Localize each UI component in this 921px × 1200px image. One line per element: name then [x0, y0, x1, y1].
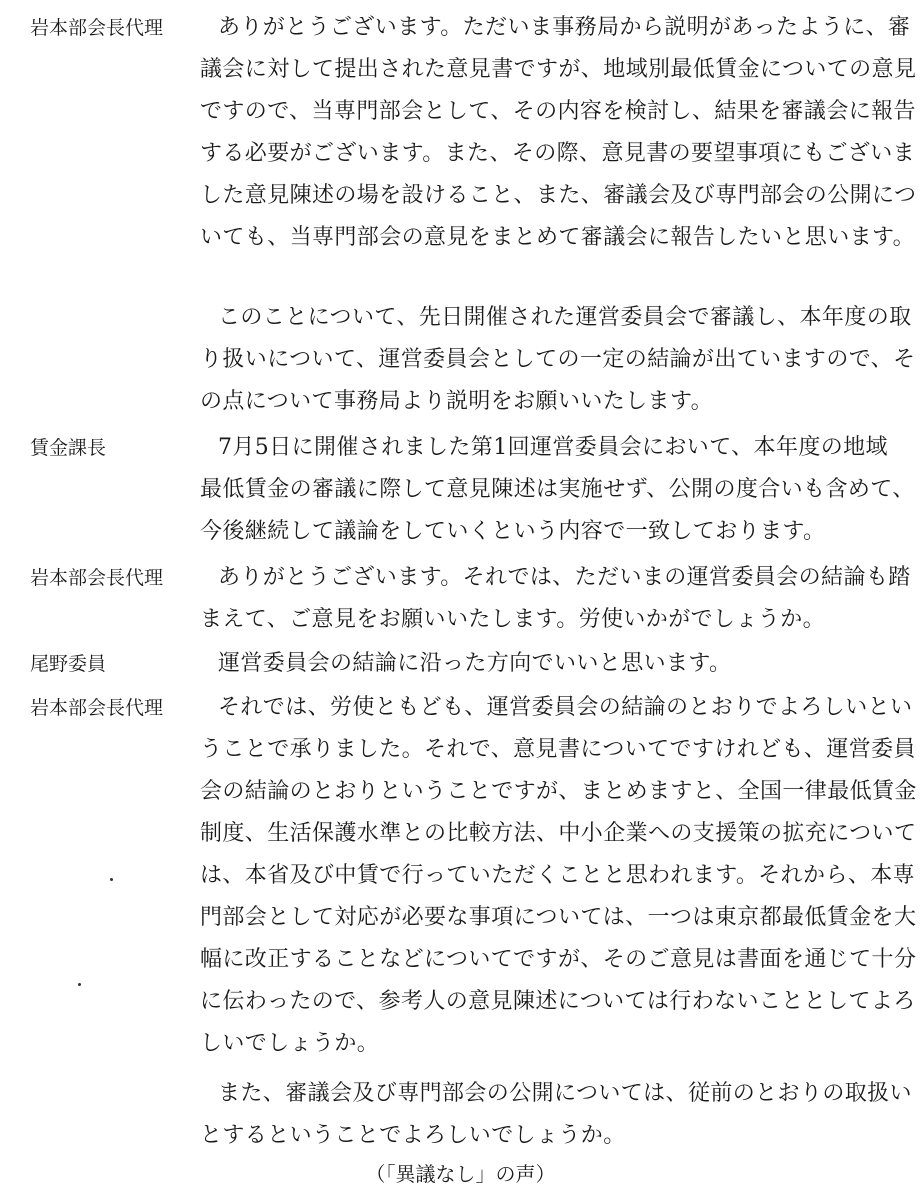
speech-line: した意見陳述の場を設けること、また、審議会及び専門部会の公開につ [200, 183, 917, 208]
speech-line: いても、当専門部会の意見をまとめて審議会に報告したいと思います。 [200, 225, 916, 250]
speaker-name: 賃金課長 [30, 437, 107, 459]
speech-line: 幅に改正することなどについてですが、そのご意見は書面を通じて十分 [200, 947, 917, 972]
speaker-name: 岩本部会長代理 [30, 697, 164, 719]
speech-line: する必要がございます。また、その際、意見書の要望事項にもございま [200, 141, 916, 166]
speech-line: それでは、労使ともども、運営委員会の結論のとおりでよろしいとい [218, 695, 913, 720]
speech-line: 制度、生活保護水準との比較方法、中小企業への支援策の拡充について [200, 821, 917, 846]
speech-line: の点について事務局より説明をお願いいたします。 [200, 389, 714, 414]
speech-line: 最低賃金の審議に際して意見陳述は実施せず、公開の度合いも含めて、 [200, 477, 915, 502]
speaker-name: 岩本部会長代理 [30, 567, 164, 589]
speech-line: に伝わったので、参考人の意見陳述については行わないこととしてよろ [200, 989, 916, 1014]
speech-line: 議会に対して提出された意見書ですが、地域別最低賃金についての意見 [200, 57, 917, 82]
speech-line: は、本省及び中賃で行っていただくことと思われます。それから、本専 [200, 863, 916, 888]
speech-line: うことで承りました。それで、意見書についてですけれども、運営委員 [200, 737, 916, 762]
speech-line: とするということでよろしいでしょうか。 [200, 1123, 626, 1148]
speech-line: 今後継続して議論をしていくという内容で一致しております。 [200, 519, 826, 544]
speaker-name: 岩本部会長代理 [30, 17, 164, 39]
speech-line: また、審議会及び専門部会の公開については、従前のとおりの取扱い [218, 1081, 912, 1106]
speech-line: まえて、ご意見をお願いいたします。労使いかがでしょうか。 [200, 607, 826, 632]
speech-line: 会の結論のとおりということですが、まとめますと、全国一律最低賃金 [200, 779, 917, 804]
speech-line: 運営委員会の結論に沿った方向でいいと思います。 [218, 651, 732, 676]
speech-line: しいでしょうか。 [200, 1031, 380, 1056]
speech-line: ですので、当専門部会として、その内容を検討し、結果を審議会に報告 [200, 99, 916, 124]
speaker-name: 尾野委員 [30, 653, 107, 675]
closing-remark: （「異議なし」の声） [365, 1162, 556, 1186]
speech-line: 7月5日に開催されました第1回運営委員会において、本年度の地域 [218, 435, 888, 460]
scan-speck [78, 983, 81, 986]
speech-line: り扱いについて、運営委員会としての一定の結論が出ていますので、そ [200, 347, 916, 372]
speech-line: 門部会として対応が必要な事項については、一つは東京都最低賃金を大 [200, 905, 917, 930]
speech-line: ありがとうございます。それでは、ただいまの運営委員会の結論も踏 [218, 565, 911, 590]
scan-speck [110, 878, 113, 881]
speech-line: このことについて、先日開催された運営委員会で審議し、本年度の取 [218, 305, 912, 330]
speech-line: ありがとうございます。ただいま事務局から説明があったように、審 [218, 15, 911, 40]
